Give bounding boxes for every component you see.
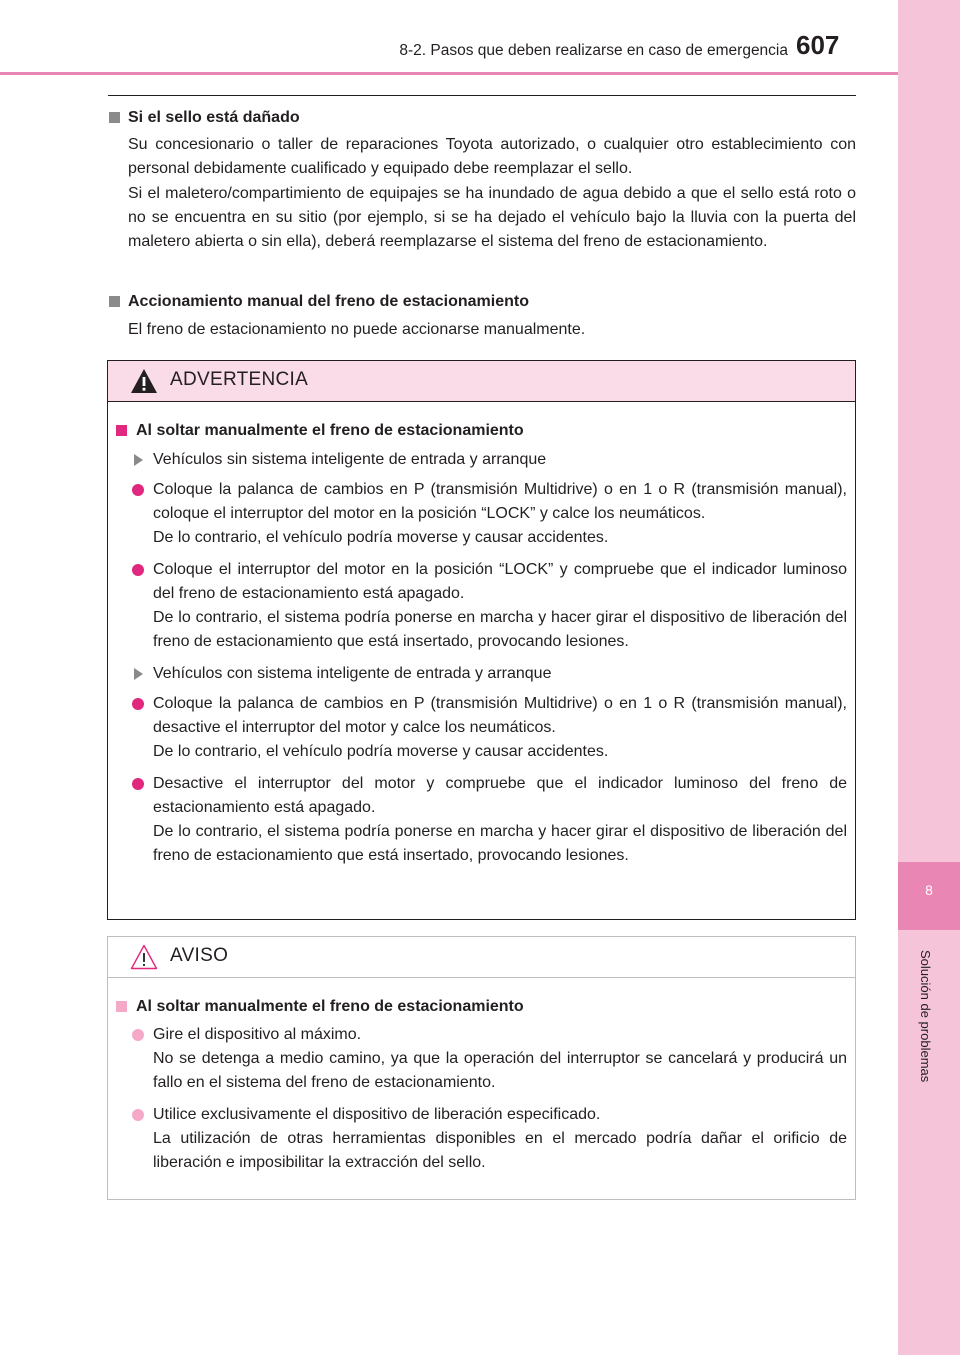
section-seal-damaged: [108, 106, 856, 254]
list-item: Desactive el interruptor del motor y compruebe que el indicador luminoso del freno de estacionamiento está apagado. De lo contrario, el sistema podría ponerse en marcha y hacer girar el dispositivo de liberación del freno de estacionamiento que está insertado, provocando lesiones.: [108, 772, 855, 868]
page-number: 607: [796, 30, 840, 60]
group-label: Vehículos con sistema inteligente de entrada y arranque: [108, 662, 855, 686]
box-heading: Al soltar manualmente el freno de estacionamiento: [108, 419, 855, 443]
list-item: Coloque el interruptor del motor en la posición “LOCK” y compruebe que el indicador luminoso del freno de estacionamiento está apagado. De lo contrario, el sistema podría ponerse en marcha y hacer girar el dispositivo de liberación del freno de estacionamiento que está insertado, provocando lesiones.: [108, 558, 855, 654]
advertencia-header: [108, 361, 855, 402]
circle-bullet-icon: [132, 1029, 144, 1041]
list-item: Coloque la palanca de cambios en P (transmisión Multidrive) o en 1 o R (transmisión manual), coloque el interruptor del motor en la posición “LOCK” y calce los neumáticos. De lo contrario, el vehículo podría moverse y causar accidentes.: [108, 478, 855, 550]
header-divider: [0, 72, 898, 75]
aviso-title: AVISO: [170, 945, 229, 966]
list-item: Utilice exclusivamente el dispositivo de liberación especificado. La utilización de otras herramientas disponibles en el mercado podría dañar el orificio de liberación e imposibilitar la extracción del sello.: [108, 1103, 855, 1175]
content-top-rule: [108, 95, 856, 96]
advertencia-box: [107, 360, 856, 920]
circle-bullet-icon: [132, 484, 144, 496]
advertencia-title: ADVERTENCIA: [170, 369, 309, 390]
chapter-number: 8: [925, 882, 933, 898]
circle-bullet-icon: [132, 778, 144, 790]
section-title: 8-2. Pasos que deben realizarse en caso de emergencia: [399, 42, 788, 59]
paragraph: Si el maletero/compartimiento de equipajes se ha inundado de agua debido a que el sello está roto o no se encuentra en su sitio (por ejemplo, si se ha dejado el vehículo bajo la lluvia con la puerta del maletero abierta o sin ella), deberá reemplazarse el sistema del freno de estacionamiento.: [128, 185, 856, 250]
warning-triangle-icon: [130, 368, 158, 394]
list-item: Gire el dispositivo al máximo. No se detenga a medio camino, ya que la operación del interruptor se cancelará y producirá un fallo en el sistema del freno de estacionamiento.: [108, 1023, 855, 1095]
circle-bullet-icon: [132, 564, 144, 576]
square-bullet-icon: [116, 1001, 127, 1012]
paragraph: Su concesionario o taller de reparaciones Toyota autorizado, o cualquier otro establecimiento con personal debidamente cualificado y equipado debe reemplazar el sello.: [128, 136, 856, 177]
chapter-label-container: [918, 950, 940, 1150]
square-bullet-icon: [109, 296, 120, 307]
paragraph: El freno de estacionamiento no puede accionarse manualmente.: [128, 321, 586, 338]
side-tab-strip: [898, 0, 960, 1355]
list-item: Coloque la palanca de cambios en P (transmisión Multidrive) o en 1 o R (transmisión manual), desactive el interruptor del motor y calce los neumáticos. De lo contrario, el vehículo podría moverse y causar accidentes.: [108, 692, 855, 764]
chapter-label: Solución de problemas: [918, 950, 933, 1083]
aviso-header: [108, 937, 855, 978]
circle-bullet-icon: [132, 1109, 144, 1121]
triangle-bullet-icon: [134, 454, 143, 466]
circle-bullet-icon: [132, 698, 144, 710]
square-bullet-icon: [109, 112, 120, 123]
group-label: Vehículos sin sistema inteligente de entrada y arranque: [108, 448, 855, 472]
caution-triangle-icon: [130, 944, 158, 970]
section-heading: Accionamiento manual del freno de estacionamiento: [108, 290, 856, 314]
aviso-box: [107, 936, 856, 1200]
section-heading: Si el sello está dañado: [108, 106, 856, 130]
section-manual-operation: [108, 290, 856, 342]
triangle-bullet-icon: [134, 668, 143, 680]
box-heading: Al soltar manualmente el freno de estacionamiento: [108, 995, 855, 1019]
square-bullet-icon: [116, 425, 127, 436]
